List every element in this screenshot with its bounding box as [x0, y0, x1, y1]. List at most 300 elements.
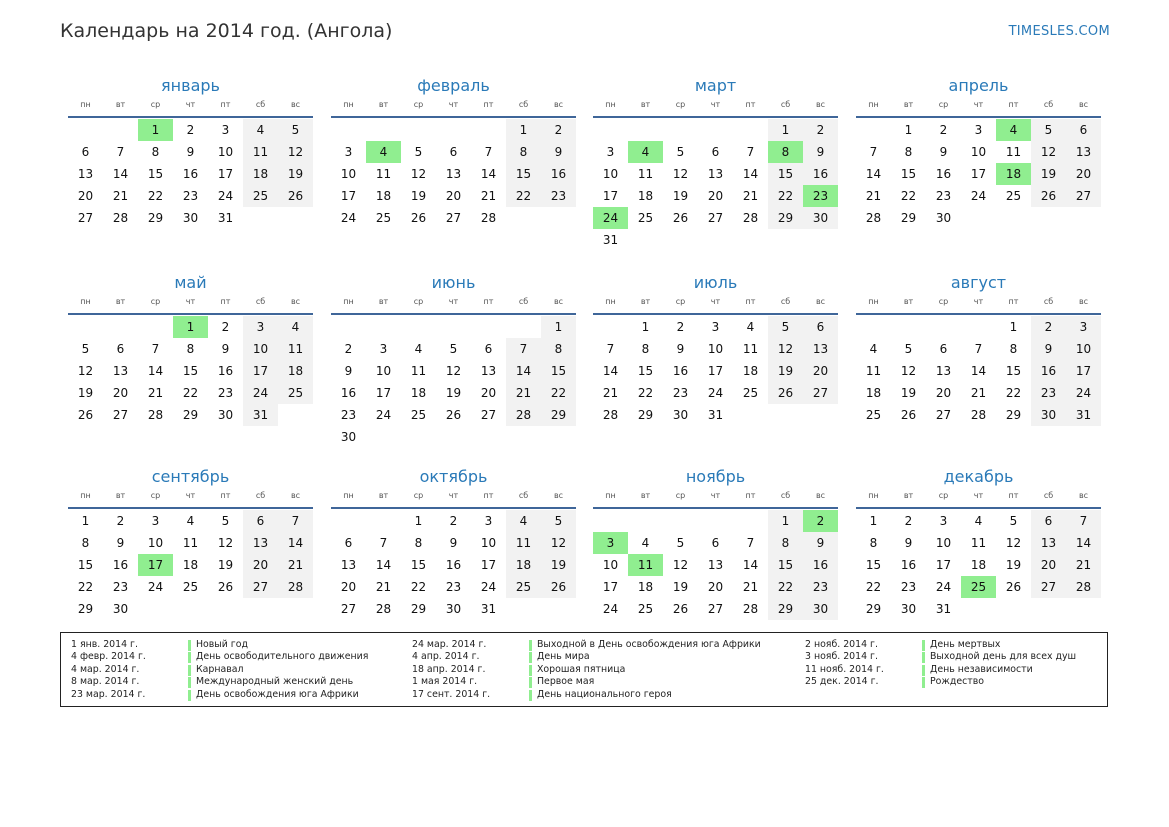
day-cell[interactable]: 19	[900, 386, 917, 400]
day-cell[interactable]: 29	[900, 211, 917, 225]
day-cell[interactable]: 10	[1066, 338, 1101, 360]
day-cell[interactable]: 25	[375, 211, 392, 225]
day-cell[interactable]: 9	[449, 536, 458, 550]
day-cell[interactable]: 20	[445, 189, 462, 203]
day-cell[interactable]: 28	[865, 211, 882, 225]
day-cell[interactable]: 15	[541, 360, 576, 382]
day-cell[interactable]: 2	[803, 119, 838, 141]
day-cell[interactable]: 20	[112, 386, 129, 400]
day-cell[interactable]: 28	[970, 408, 987, 422]
day-cell[interactable]: 2	[221, 320, 230, 334]
day-cell[interactable]: 14	[375, 558, 392, 572]
day-cell[interactable]: 7	[869, 145, 878, 159]
day-cell[interactable]: 24	[147, 580, 164, 594]
day-cell[interactable]: 23	[900, 580, 917, 594]
day-cell[interactable]: 17	[970, 167, 987, 181]
day-cell[interactable]: 11	[865, 364, 882, 378]
day-cell[interactable]: 4	[278, 316, 313, 338]
day-cell[interactable]: 24	[970, 189, 987, 203]
day-cell[interactable]: 26	[768, 382, 803, 404]
day-cell[interactable]: 4	[628, 141, 663, 163]
day-cell[interactable]: 3	[974, 123, 983, 137]
day-cell[interactable]: 17	[602, 580, 619, 594]
day-cell[interactable]: 9	[676, 342, 685, 356]
day-cell[interactable]: 5	[81, 342, 90, 356]
day-cell[interactable]: 30	[900, 602, 917, 616]
day-cell[interactable]: 22	[768, 576, 803, 598]
day-cell[interactable]: 3	[344, 145, 353, 159]
day-cell[interactable]: 3	[939, 514, 948, 528]
day-cell[interactable]: 27	[803, 382, 838, 404]
day-cell[interactable]: 17	[935, 558, 952, 572]
day-cell[interactable]: 8	[414, 536, 423, 550]
day-cell[interactable]: 14	[865, 167, 882, 181]
day-cell[interactable]: 15	[410, 558, 427, 572]
day-cell[interactable]: 7	[506, 338, 541, 360]
day-cell[interactable]: 29	[865, 602, 882, 616]
day-cell[interactable]: 27	[707, 211, 724, 225]
day-cell[interactable]: 20	[803, 360, 838, 382]
day-cell[interactable]: 11	[637, 167, 654, 181]
day-cell[interactable]: 19	[1005, 558, 1022, 572]
day-cell[interactable]: 17	[707, 364, 724, 378]
day-cell[interactable]: 18	[410, 386, 427, 400]
day-cell[interactable]: 6	[1066, 119, 1101, 141]
day-cell[interactable]: 21	[865, 189, 882, 203]
day-cell[interactable]: 7	[379, 536, 388, 550]
day-cell[interactable]: 10	[340, 167, 357, 181]
day-cell[interactable]: 6	[116, 342, 125, 356]
day-cell[interactable]: 16	[900, 558, 917, 572]
day-cell[interactable]: 9	[803, 532, 838, 554]
day-cell[interactable]: 17	[138, 554, 173, 576]
day-cell[interactable]: 23	[1031, 382, 1066, 404]
day-cell[interactable]: 25	[1005, 189, 1022, 203]
day-cell[interactable]: 26	[445, 408, 462, 422]
day-cell[interactable]: 10	[480, 536, 497, 550]
day-cell[interactable]: 22	[506, 185, 541, 207]
day-cell[interactable]: 29	[410, 602, 427, 616]
day-cell[interactable]: 12	[217, 536, 234, 550]
day-cell[interactable]: 11	[506, 532, 541, 554]
day-cell[interactable]: 8	[641, 342, 650, 356]
day-cell[interactable]: 26	[217, 580, 234, 594]
day-cell[interactable]: 7	[151, 342, 160, 356]
day-cell[interactable]: 10	[707, 342, 724, 356]
day-cell[interactable]: 8	[768, 141, 803, 163]
day-cell[interactable]: 26	[1031, 185, 1066, 207]
day-cell[interactable]: 10	[147, 536, 164, 550]
day-cell[interactable]: 8	[186, 342, 195, 356]
day-cell[interactable]: 6	[1031, 510, 1066, 532]
day-cell[interactable]: 8	[768, 532, 803, 554]
day-cell[interactable]: 28	[602, 408, 619, 422]
day-cell[interactable]: 9	[116, 536, 125, 550]
day-cell[interactable]: 15	[1005, 364, 1022, 378]
day-cell[interactable]: 10	[935, 536, 952, 550]
day-cell[interactable]: 24	[593, 207, 628, 229]
day-cell[interactable]: 3	[1066, 316, 1101, 338]
day-cell[interactable]: 20	[1066, 163, 1101, 185]
day-cell[interactable]: 1	[173, 316, 208, 338]
day-cell[interactable]: 16	[112, 558, 129, 572]
day-cell[interactable]: 7	[116, 145, 125, 159]
day-cell[interactable]: 23	[803, 185, 838, 207]
day-cell[interactable]: 26	[278, 185, 313, 207]
day-cell[interactable]: 23	[340, 408, 357, 422]
day-cell[interactable]: 13	[707, 167, 724, 181]
day-cell[interactable]: 9	[344, 364, 353, 378]
day-cell[interactable]: 24	[480, 580, 497, 594]
day-cell[interactable]: 10	[970, 145, 987, 159]
day-cell[interactable]: 16	[217, 364, 234, 378]
day-cell[interactable]: 7	[974, 342, 983, 356]
day-cell[interactable]: 13	[445, 167, 462, 181]
day-cell[interactable]: 16	[445, 558, 462, 572]
day-cell[interactable]: 18	[243, 163, 278, 185]
day-cell[interactable]: 5	[278, 119, 313, 141]
day-cell[interactable]: 25	[961, 576, 996, 598]
day-cell[interactable]: 11	[243, 141, 278, 163]
day-cell[interactable]: 23	[112, 580, 129, 594]
day-cell[interactable]: 9	[1031, 338, 1066, 360]
day-cell[interactable]: 25	[410, 408, 427, 422]
day-cell[interactable]: 5	[541, 510, 576, 532]
day-cell[interactable]: 31	[1066, 404, 1101, 426]
day-cell[interactable]: 22	[1005, 386, 1022, 400]
day-cell[interactable]: 26	[672, 211, 689, 225]
day-cell[interactable]: 15	[865, 558, 882, 572]
day-cell[interactable]: 14	[112, 167, 129, 181]
day-cell[interactable]: 13	[1066, 141, 1101, 163]
day-cell[interactable]: 1	[641, 320, 650, 334]
day-cell[interactable]: 13	[340, 558, 357, 572]
day-cell[interactable]: 12	[410, 167, 427, 181]
day-cell[interactable]: 21	[506, 382, 541, 404]
day-cell[interactable]: 11	[278, 338, 313, 360]
day-cell[interactable]: 30	[1031, 404, 1066, 426]
day-cell[interactable]: 7	[278, 510, 313, 532]
day-cell[interactable]: 7	[606, 342, 615, 356]
day-cell[interactable]: 27	[1066, 185, 1101, 207]
day-cell[interactable]: 27	[707, 602, 724, 616]
day-cell[interactable]: 27	[243, 576, 278, 598]
day-cell[interactable]: 11	[410, 364, 427, 378]
day-cell[interactable]: 13	[935, 364, 952, 378]
day-cell[interactable]: 19	[672, 189, 689, 203]
day-cell[interactable]: 6	[803, 316, 838, 338]
day-cell[interactable]: 17	[602, 189, 619, 203]
day-cell[interactable]: 31	[217, 211, 234, 225]
day-cell[interactable]: 15	[147, 167, 164, 181]
day-cell[interactable]: 14	[970, 364, 987, 378]
day-cell[interactable]: 30	[445, 602, 462, 616]
day-cell[interactable]: 26	[410, 211, 427, 225]
day-cell[interactable]: 27	[445, 211, 462, 225]
day-cell[interactable]: 22	[637, 386, 654, 400]
day-cell[interactable]: 26	[1005, 580, 1022, 594]
day-cell[interactable]: 23	[541, 185, 576, 207]
day-cell[interactable]: 22	[900, 189, 917, 203]
day-cell[interactable]: 3	[151, 514, 160, 528]
day-cell[interactable]: 13	[707, 558, 724, 572]
day-cell[interactable]: 7	[1066, 510, 1101, 532]
day-cell[interactable]: 31	[243, 404, 278, 426]
day-cell[interactable]: 6	[243, 510, 278, 532]
day-cell[interactable]: 1	[768, 510, 803, 532]
day-cell[interactable]: 14	[480, 167, 497, 181]
day-cell[interactable]: 20	[77, 189, 94, 203]
day-cell[interactable]: 29	[541, 404, 576, 426]
day-cell[interactable]: 13	[77, 167, 94, 181]
day-cell[interactable]: 14	[278, 532, 313, 554]
day-cell[interactable]: 12	[77, 364, 94, 378]
day-cell[interactable]: 29	[768, 598, 803, 620]
day-cell[interactable]: 11	[182, 536, 199, 550]
day-cell[interactable]: 30	[182, 211, 199, 225]
day-cell[interactable]: 1	[904, 123, 913, 137]
day-cell[interactable]: 14	[506, 360, 541, 382]
day-cell[interactable]: 22	[182, 386, 199, 400]
day-cell[interactable]: 21	[602, 386, 619, 400]
day-cell[interactable]: 11	[375, 167, 392, 181]
day-cell[interactable]: 15	[506, 163, 541, 185]
day-cell[interactable]: 5	[414, 145, 423, 159]
day-cell[interactable]: 28	[375, 602, 392, 616]
day-cell[interactable]: 18	[996, 163, 1031, 185]
day-cell[interactable]: 25	[637, 211, 654, 225]
day-cell[interactable]: 19	[278, 163, 313, 185]
day-cell[interactable]: 12	[768, 338, 803, 360]
day-cell[interactable]: 5	[449, 342, 458, 356]
day-cell[interactable]: 16	[803, 163, 838, 185]
day-cell[interactable]: 4	[996, 119, 1031, 141]
day-cell[interactable]: 9	[186, 145, 195, 159]
day-cell[interactable]: 30	[803, 598, 838, 620]
day-cell[interactable]: 24	[340, 211, 357, 225]
day-cell[interactable]: 14	[147, 364, 164, 378]
day-cell[interactable]: 21	[278, 554, 313, 576]
day-cell[interactable]: 1	[1009, 320, 1018, 334]
day-cell[interactable]: 3	[221, 123, 230, 137]
day-cell[interactable]: 6	[449, 145, 458, 159]
day-cell[interactable]: 22	[410, 580, 427, 594]
day-cell[interactable]: 13	[480, 364, 497, 378]
day-cell[interactable]: 21	[375, 580, 392, 594]
day-cell[interactable]: 16	[935, 167, 952, 181]
day-cell[interactable]: 18	[506, 554, 541, 576]
day-cell[interactable]: 23	[182, 189, 199, 203]
day-cell[interactable]: 4	[641, 536, 650, 550]
day-cell[interactable]: 30	[217, 408, 234, 422]
day-cell[interactable]: 24	[243, 382, 278, 404]
day-cell[interactable]: 27	[480, 408, 497, 422]
day-cell[interactable]: 25	[637, 602, 654, 616]
day-cell[interactable]: 20	[243, 554, 278, 576]
day-cell[interactable]: 17	[1066, 360, 1101, 382]
day-cell[interactable]: 16	[340, 386, 357, 400]
day-cell[interactable]: 23	[217, 386, 234, 400]
day-cell[interactable]: 4	[506, 510, 541, 532]
day-cell[interactable]: 19	[1031, 163, 1066, 185]
day-cell[interactable]: 30	[672, 408, 689, 422]
day-cell[interactable]: 12	[672, 167, 689, 181]
day-cell[interactable]: 20	[707, 580, 724, 594]
day-cell[interactable]: 2	[676, 320, 685, 334]
day-cell[interactable]: 11	[970, 536, 987, 550]
day-cell[interactable]: 1	[138, 119, 173, 141]
day-cell[interactable]: 29	[182, 408, 199, 422]
day-cell[interactable]: 5	[221, 514, 230, 528]
day-cell[interactable]: 7	[484, 145, 493, 159]
day-cell[interactable]: 12	[541, 532, 576, 554]
day-cell[interactable]: 24	[935, 580, 952, 594]
day-cell[interactable]: 8	[1009, 342, 1018, 356]
day-cell[interactable]: 29	[1005, 408, 1022, 422]
day-cell[interactable]: 4	[366, 141, 401, 163]
day-cell[interactable]: 29	[77, 602, 94, 616]
day-cell[interactable]: 8	[541, 338, 576, 360]
day-cell[interactable]: 8	[904, 145, 913, 159]
day-cell[interactable]: 23	[445, 580, 462, 594]
day-cell[interactable]: 3	[711, 320, 720, 334]
day-cell[interactable]: 31	[935, 602, 952, 616]
day-cell[interactable]: 14	[742, 167, 759, 181]
day-cell[interactable]: 10	[602, 167, 619, 181]
day-cell[interactable]: 24	[1066, 382, 1101, 404]
day-cell[interactable]: 20	[1031, 554, 1066, 576]
day-cell[interactable]: 26	[900, 408, 917, 422]
day-cell[interactable]: 24	[217, 189, 234, 203]
day-cell[interactable]: 19	[410, 189, 427, 203]
day-cell[interactable]: 1	[541, 316, 576, 338]
day-cell[interactable]: 9	[541, 141, 576, 163]
day-cell[interactable]: 11	[628, 554, 663, 576]
day-cell[interactable]: 29	[768, 207, 803, 229]
day-cell[interactable]: 30	[803, 207, 838, 229]
day-cell[interactable]: 13	[112, 364, 129, 378]
day-cell[interactable]: 27	[1031, 576, 1066, 598]
day-cell[interactable]: 28	[742, 211, 759, 225]
day-cell[interactable]: 12	[445, 364, 462, 378]
day-cell[interactable]: 28	[278, 576, 313, 598]
day-cell[interactable]: 6	[939, 342, 948, 356]
day-cell[interactable]: 9	[221, 342, 230, 356]
day-cell[interactable]: 17	[217, 167, 234, 181]
day-cell[interactable]: 6	[344, 536, 353, 550]
day-cell[interactable]: 14	[742, 558, 759, 572]
day-cell[interactable]: 31	[480, 602, 497, 616]
day-cell[interactable]: 25	[278, 382, 313, 404]
day-cell[interactable]: 25	[243, 185, 278, 207]
day-cell[interactable]: 12	[1031, 141, 1066, 163]
day-cell[interactable]: 8	[151, 145, 160, 159]
day-cell[interactable]: 6	[81, 145, 90, 159]
day-cell[interactable]: 14	[602, 364, 619, 378]
day-cell[interactable]: 2	[116, 514, 125, 528]
day-cell[interactable]: 15	[900, 167, 917, 181]
day-cell[interactable]: 16	[803, 554, 838, 576]
day-cell[interactable]: 25	[742, 386, 759, 400]
day-cell[interactable]: 18	[278, 360, 313, 382]
day-cell[interactable]: 9	[904, 536, 913, 550]
day-cell[interactable]: 1	[506, 119, 541, 141]
day-cell[interactable]: 20	[340, 580, 357, 594]
day-cell[interactable]: 30	[112, 602, 129, 616]
day-cell[interactable]: 11	[742, 342, 759, 356]
day-cell[interactable]: 18	[970, 558, 987, 572]
day-cell[interactable]: 20	[480, 386, 497, 400]
day-cell[interactable]: 2	[1031, 316, 1066, 338]
day-cell[interactable]: 27	[77, 211, 94, 225]
day-cell[interactable]: 10	[243, 338, 278, 360]
day-cell[interactable]: 18	[865, 386, 882, 400]
day-cell[interactable]: 11	[1005, 145, 1022, 159]
day-cell[interactable]: 3	[243, 316, 278, 338]
day-cell[interactable]: 18	[375, 189, 392, 203]
day-cell[interactable]: 22	[77, 580, 94, 594]
day-cell[interactable]: 1	[869, 514, 878, 528]
day-cell[interactable]: 17	[480, 558, 497, 572]
day-cell[interactable]: 3	[606, 145, 615, 159]
day-cell[interactable]: 1	[81, 514, 90, 528]
day-cell[interactable]: 25	[182, 580, 199, 594]
day-cell[interactable]: 21	[112, 189, 129, 203]
day-cell[interactable]: 8	[506, 141, 541, 163]
day-cell[interactable]: 13	[243, 532, 278, 554]
day-cell[interactable]: 31	[707, 408, 724, 422]
day-cell[interactable]: 1	[768, 119, 803, 141]
day-cell[interactable]: 17	[340, 189, 357, 203]
day-cell[interactable]: 24	[707, 386, 724, 400]
day-cell[interactable]: 3	[484, 514, 493, 528]
day-cell[interactable]: 13	[1031, 532, 1066, 554]
day-cell[interactable]: 19	[768, 360, 803, 382]
day-cell[interactable]: 16	[1031, 360, 1066, 382]
day-cell[interactable]: 4	[974, 514, 983, 528]
day-cell[interactable]: 28	[742, 602, 759, 616]
day-cell[interactable]: 2	[541, 119, 576, 141]
day-cell[interactable]: 5	[1009, 514, 1018, 528]
day-cell[interactable]: 9	[803, 141, 838, 163]
day-cell[interactable]: 15	[77, 558, 94, 572]
day-cell[interactable]: 24	[602, 602, 619, 616]
day-cell[interactable]: 19	[672, 580, 689, 594]
day-cell[interactable]: 26	[672, 602, 689, 616]
day-cell[interactable]: 20	[935, 386, 952, 400]
day-cell[interactable]: 21	[147, 386, 164, 400]
day-cell[interactable]: 29	[637, 408, 654, 422]
day-cell[interactable]: 4	[414, 342, 423, 356]
day-cell[interactable]: 23	[672, 386, 689, 400]
day-cell[interactable]: 23	[803, 576, 838, 598]
day-cell[interactable]: 18	[182, 558, 199, 572]
day-cell[interactable]: 10	[217, 145, 234, 159]
day-cell[interactable]: 15	[768, 554, 803, 576]
day-cell[interactable]: 21	[742, 189, 759, 203]
day-cell[interactable]: 21	[742, 580, 759, 594]
day-cell[interactable]: 26	[541, 576, 576, 598]
day-cell[interactable]: 18	[637, 189, 654, 203]
day-cell[interactable]: 22	[865, 580, 882, 594]
day-cell[interactable]: 23	[935, 189, 952, 203]
day-cell[interactable]: 27	[340, 602, 357, 616]
day-cell[interactable]: 2	[449, 514, 458, 528]
day-cell[interactable]: 19	[541, 554, 576, 576]
day-cell[interactable]: 12	[278, 141, 313, 163]
day-cell[interactable]: 8	[81, 536, 90, 550]
day-cell[interactable]: 28	[112, 211, 129, 225]
